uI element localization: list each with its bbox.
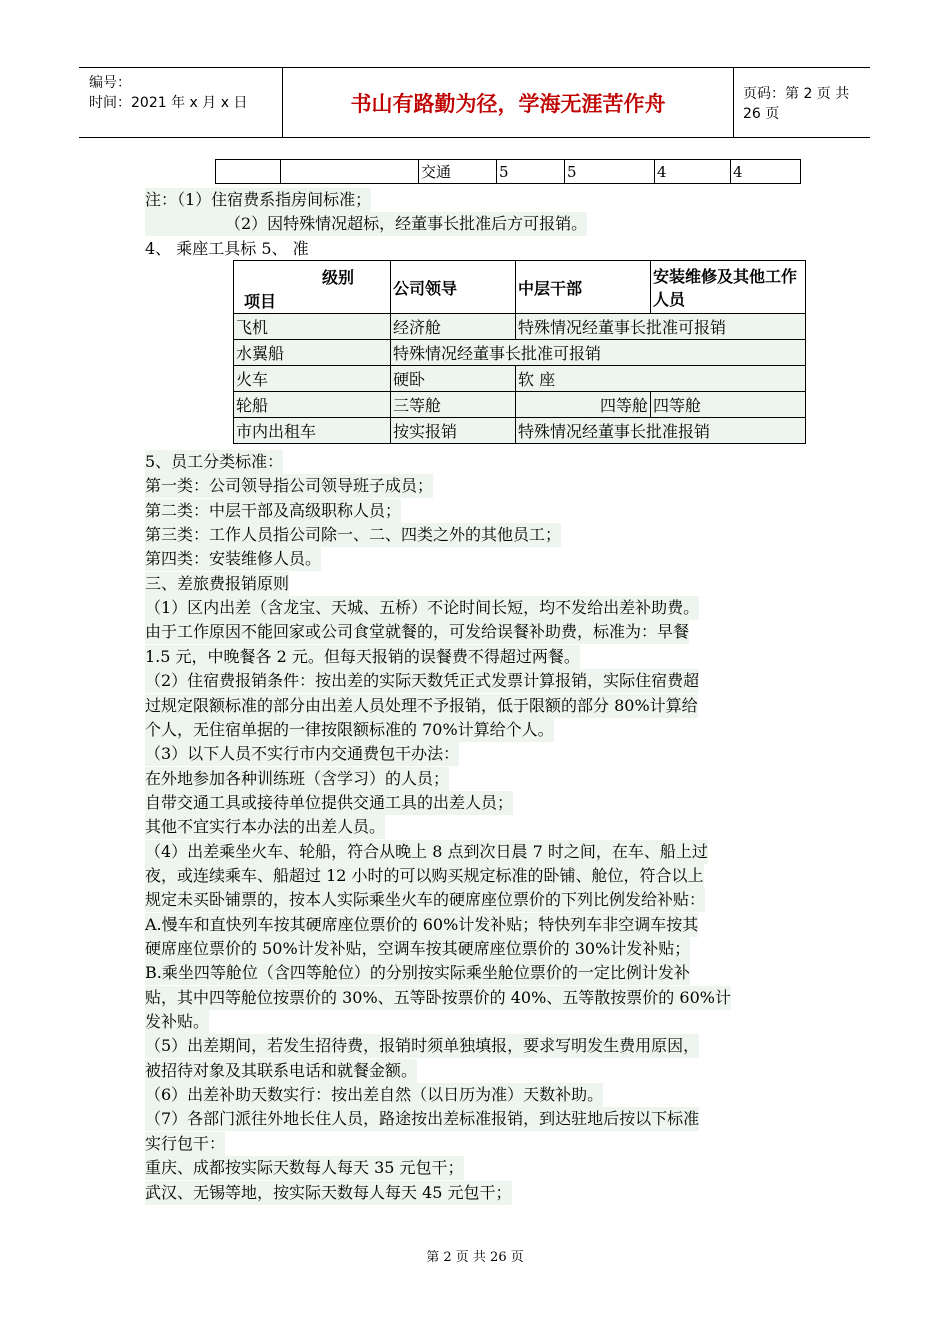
body-line: 第一类：公司领导指公司领导班子成员；: [145, 474, 433, 498]
body-line: 第四类：安装维修人员。: [145, 547, 321, 571]
row-cell: 经济舱: [391, 314, 516, 340]
body-line: （1）区内出差（含龙宝、天城、五桥）不论时间长短，均不发给出差补助费。: [145, 596, 699, 620]
row-cell: 软 座: [516, 366, 806, 392]
body-line: 发补贴。: [145, 1010, 209, 1034]
header-info: [79, 68, 283, 137]
table-row: [234, 418, 806, 444]
body-line: 1.5 元，中晚餐各 2 元。但每天报销的误餐费不得超过两餐。: [145, 645, 580, 669]
row-cell: 特殊情况经董事长批准可报销: [391, 340, 806, 366]
table-row: [234, 340, 806, 366]
body-line: 规定未买卧铺票的，按本人实际乘坐火车的硬席座位票价的下列比例发给补贴：: [145, 888, 705, 912]
body-line: 其他不宜实行本办法的出差人员。: [145, 815, 385, 839]
body-line: 重庆、成都按实际天数每人每天 35 元包干；: [145, 1156, 464, 1180]
row-cell: 特殊情况经董事长批准可报销: [516, 314, 806, 340]
body-line: 由于工作原因不能回家或公司食堂就餐的，可发给误餐补助费，标准为：早餐: [145, 620, 689, 644]
body-line: A.慢车和直快列车按其硬席座位票价的 60%计发补贴；特快列车非空调车按其: [145, 913, 698, 937]
body-line: （3）以下人员不实行市内交通费包干办法：: [145, 742, 459, 766]
transport-standard-table: [233, 260, 806, 444]
body-line: （4）出差乘坐火车、轮船，符合从晚上 8 点到次日晨 7 时之间，在车、船上过: [145, 840, 708, 864]
section-heading: 4、 乘座工具标 5、 准: [145, 239, 309, 258]
body-line: 实行包干：: [145, 1132, 225, 1156]
document-number-label: 编号：: [89, 75, 131, 91]
header-diagonal-cell: [234, 261, 391, 314]
body-line: 自带交通工具或接待单位提供交通工具的出差人员；: [145, 791, 513, 815]
table-row: [216, 160, 801, 184]
body-line: 贴，其中四等舱位按票价的 30%、五等卧按票价的 40%、五等散按票价的 60%计: [145, 986, 731, 1010]
row-cell: 四等舱: [651, 392, 806, 418]
table-cell: 5: [497, 160, 565, 184]
row-item: 轮船: [234, 392, 391, 418]
body-line: B.乘坐四等舱位（含四等舱位）的分别按实际乘坐舱位票价的一定比例计发补: [145, 961, 690, 985]
header-level-label: 级别: [322, 268, 355, 287]
body-line: 过规定限额标准的部分由出差人员处理不予报销，低于限额的部分 80%计算给: [145, 694, 698, 718]
page-footer: 第 2 页 共 26 页: [426, 1250, 524, 1265]
body-line: 第三类：工作人员指公司除一、二、四类之外的其他员工；: [145, 523, 561, 547]
header-motto: 书山有路勤为径，学海无涯苦作舟: [283, 68, 734, 137]
table-cell: 4: [655, 160, 731, 184]
header-page-label: 页码：第 2 页 共 26 页: [743, 85, 850, 122]
body-line: 个人，无住宿单据的一律按限额标准的 70%计算给个人。: [145, 718, 554, 742]
row-item: 水翼船: [234, 340, 391, 366]
row-cell: 按实报销: [391, 418, 516, 444]
table-header-row: [234, 261, 806, 314]
header-col-leaders: 公司领导: [391, 261, 516, 314]
body-line: （2）住宿费报销条件：按出差的实际天数凭正式发票计算报销，实际住宿费超: [145, 669, 699, 693]
header-col-staff: 安装维修及其他工作人员: [651, 261, 806, 314]
body-line: 被招待对象及其联系电话和就餐金额。: [145, 1059, 417, 1083]
row-cell: 特殊情况经董事长批准报销: [516, 418, 806, 444]
body-line: （5）出差期间，若发生招待费，报销时须单独填报，要求写明发生费用原因，: [145, 1034, 699, 1058]
table-cell: 交通: [419, 160, 497, 184]
row-item: 飞机: [234, 314, 391, 340]
body-line: （7）各部门派往外地长住人员，路途按出差标准报销，到达驻地后按以下标准: [145, 1107, 699, 1131]
body-line: 第二类：中层干部及高级职称人员；: [145, 499, 401, 523]
row-item: 市内出租车: [234, 418, 391, 444]
table-cell: 5: [565, 160, 655, 184]
row-item: 火车: [234, 366, 391, 392]
header-item-label: 项目: [244, 292, 277, 311]
note-line: （2）因特殊情况超标，经董事长批准后方可报销。: [145, 212, 587, 236]
table-row: [234, 392, 806, 418]
body-line: 5、员工分类标准：: [145, 450, 283, 474]
row-cell: 硬卧: [391, 366, 516, 392]
body-line: 武汉、无锡等地，按实际天数每人每天 45 元包干；: [145, 1181, 512, 1205]
table-row: [234, 366, 806, 392]
table-row: [234, 314, 806, 340]
note-line: 注：（1）住宿费系指房间标准；: [145, 188, 371, 212]
row-cell: 四等舱: [516, 392, 651, 418]
document-date-label: 时间：2021 年 x 月 x 日: [89, 95, 248, 111]
body-line: 夜，或连续乘车、船超过 12 小时的可以购买规定标准的卧铺、舱位，符合以上: [145, 864, 704, 888]
body-line: （6）出差补助天数实行：按出差自然（以日历为准）天数补助。: [145, 1083, 603, 1107]
header-col-middle: 中层干部: [516, 261, 651, 314]
table-cell: [216, 160, 281, 184]
row-cell: 三等舱: [391, 392, 516, 418]
body-line: 硬席座位票价的 50%计发补贴，空调车按其硬席座位票价的 30%计发补贴；: [145, 937, 690, 961]
body-line: 三、差旅费报销原则: [145, 572, 289, 596]
body-line: 在外地参加各种训练班（含学习）的人员；: [145, 767, 449, 791]
table-cell: [281, 160, 419, 184]
accommodation-table-tail: [215, 159, 801, 184]
page-header: [79, 67, 870, 138]
table-cell: 4: [731, 160, 801, 184]
